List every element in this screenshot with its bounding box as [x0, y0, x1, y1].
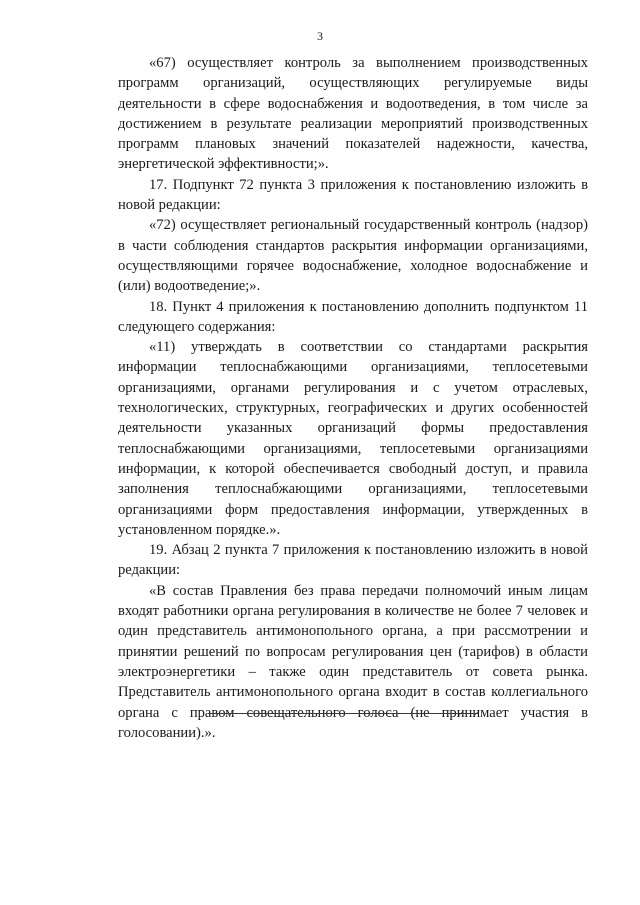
paragraph-item-19: 19. Абзац 2 пункта 7 приложения к постановлению изложить в новой редакции:	[118, 542, 588, 579]
paragraph-11-quote: «11) утверждать в соответствии со стандартами раскрытия информации теплоснабжающими организациями, теплосетевыми организациями, органами регулирования и с учетом отраслевых, технологических, структурных, географических и других особенностей деятельности указанных организаций формы предоставления теплоснабжающими организациями, теплосетевыми организациями информации, к которой обеспечивается свободный доступ, и правила заполнения теплоснабжающими организациями, теплосетевыми организациями форм предоставления информации, утвержденных в установленном порядке.».	[118, 339, 588, 538]
paragraph-item-18: 18. Пункт 4 приложения к постановлению дополнить подпунктом 11 следующего содержания:	[118, 298, 588, 335]
closing-divider-line	[208, 713, 478, 714]
paragraph-67-quote: «67) осуществляет контроль за выполнением производственных программ организаций, осуществляющих регулируемые виды деятельности в сфере водоснабжения и водоотведения, в том числе за достижением в результате реализации мероприятий производственных программ плановых значений показателей надежности, качества, энергетической эффективности;».	[118, 55, 588, 173]
paragraph-board-quote: «В состав Правления без права передачи полномочий иным лицам входят работники органа регулирования в количестве не более 7 человек и один представитель антимонопольного органа, а при рассмотрении и принятии решений по вопросам регулирования цен (тарифов) в области электроэнергетики – также один представитель от совета рынка. Представитель антимонопольного органа входит в состав коллегиального органа с правом совещательного голоса (не принимает участия в голосовании).».	[118, 582, 588, 741]
paragraph-72-quote: «72) осуществляет региональный государственный контроль (надзор) в части соблюдения стандартов раскрытия информации организациями, осуществляющими горячее водоснабжение, холодное водоснабжение и (или) водоотведение;».	[118, 217, 588, 295]
document-body	[118, 53, 588, 743]
page-number: 3	[317, 29, 323, 43]
paragraph-item-17: 17. Подпункт 72 пункта 3 приложения к постановлению изложить в новой редакции:	[118, 176, 588, 214]
